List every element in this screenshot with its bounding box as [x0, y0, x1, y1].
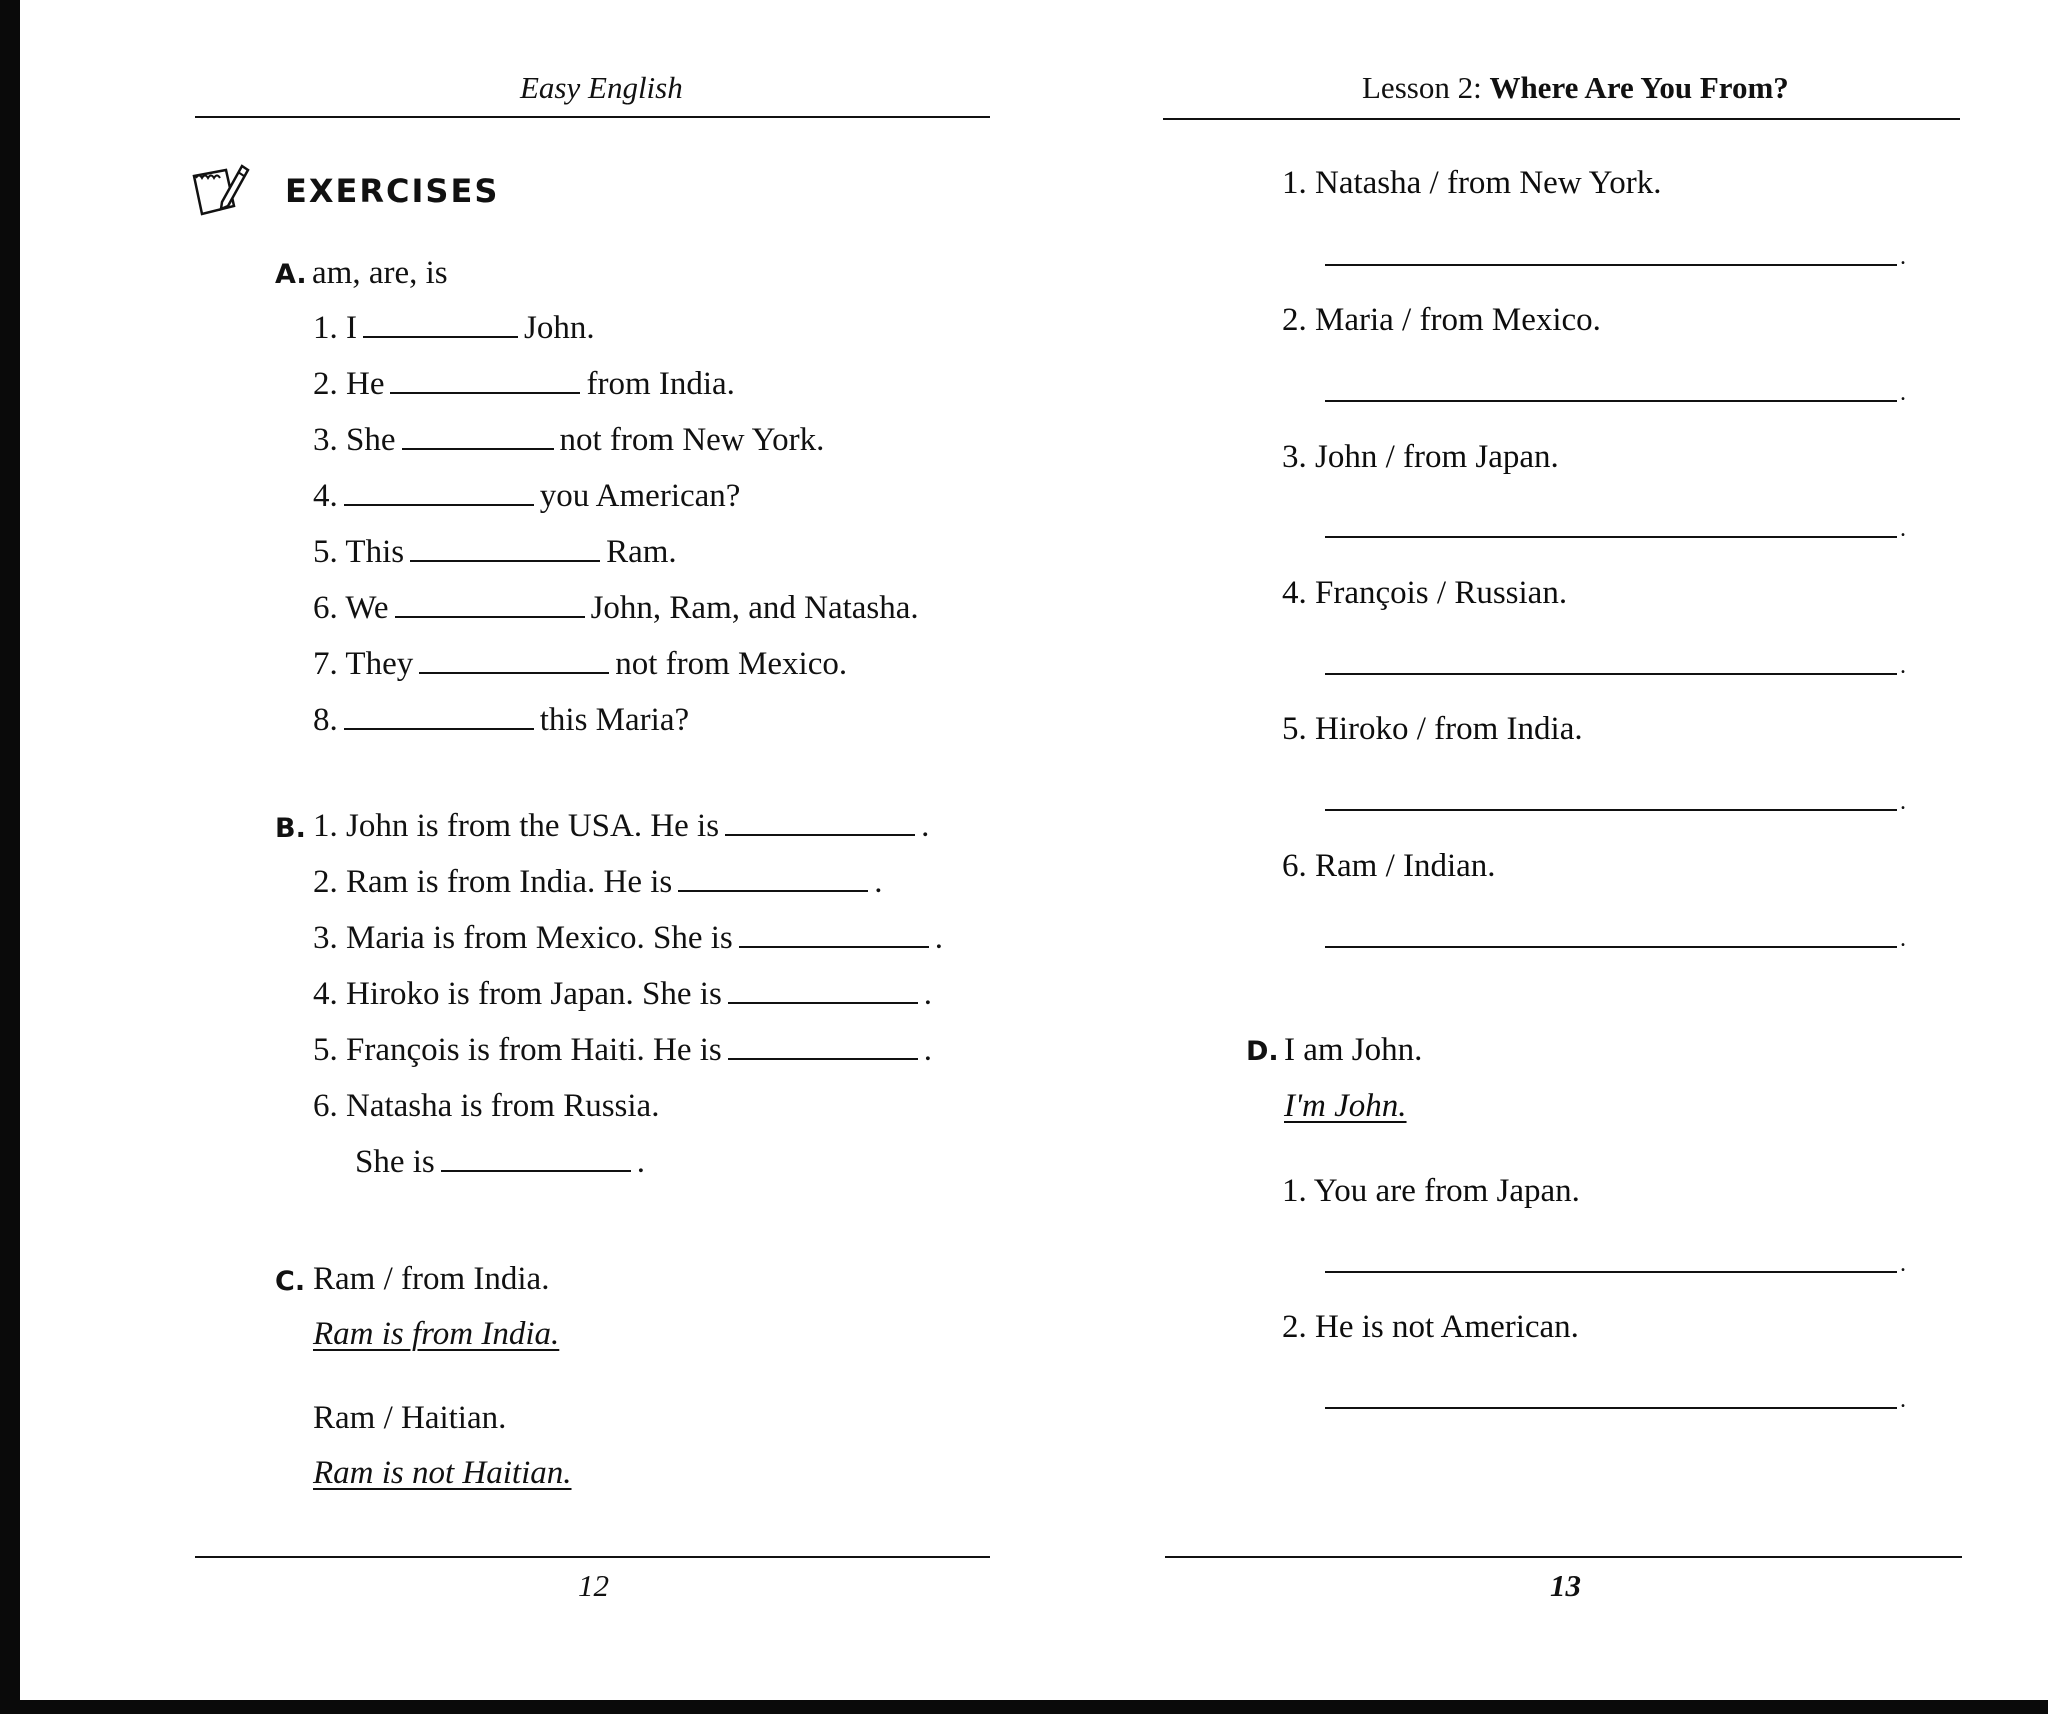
section-b-label: B.: [275, 813, 306, 844]
answer-line[interactable]: [1325, 264, 1897, 266]
right-page-number: 13: [1550, 1568, 1581, 1603]
example-prompt: I am John.: [1284, 1032, 1423, 1068]
answer-line[interactable]: [1325, 673, 1897, 675]
list-item: 6. We John, Ram, and Natasha.: [313, 590, 919, 626]
example-answer: I'm John.: [1284, 1088, 1407, 1124]
list-item: 2. Maria / from Mexico.: [1282, 302, 1601, 338]
list-item: 1. Natasha / from New York.: [1282, 165, 1662, 201]
list-item: 2. He from India.: [313, 366, 735, 402]
list-item: 6. Natasha is from Russia.: [313, 1088, 660, 1124]
scan-border-bottom: [0, 1700, 2048, 1714]
answer-blank[interactable]: [344, 727, 534, 730]
line-end-punct: .: [1900, 789, 1906, 815]
left-page-number: 12: [578, 1568, 609, 1603]
answer-blank[interactable]: [390, 391, 580, 394]
section-d-label: D.: [1246, 1036, 1279, 1067]
left-footer-rule: [195, 1556, 990, 1558]
section-c-label: C.: [275, 1266, 306, 1297]
line-end-punct: .: [1900, 653, 1906, 679]
answer-line[interactable]: [1325, 1407, 1897, 1409]
example-prompt: Ram / from India.: [313, 1261, 550, 1297]
list-item: 7. They not from Mexico.: [313, 646, 848, 682]
list-item: 3. Maria is from Mexico. She is .: [313, 920, 944, 956]
right-footer-rule: [1165, 1556, 1962, 1558]
right-running-head: Lesson 2: Where Are You From?: [1362, 70, 1789, 105]
example-prompt: Ram / Haitian.: [313, 1400, 507, 1436]
list-item: 1. I John.: [313, 310, 595, 346]
list-item: 4. you American?: [313, 478, 741, 514]
answer-blank[interactable]: [363, 335, 518, 338]
answer-blank[interactable]: [725, 833, 915, 836]
line-end-punct: .: [1900, 244, 1906, 270]
left-running-head: Easy English: [520, 70, 683, 105]
section-a-label: A.: [275, 259, 307, 290]
list-item: 5. Hiroko / from India.: [1282, 711, 1583, 747]
line-end-punct: .: [1900, 1387, 1906, 1413]
right-header-rule: [1163, 118, 1960, 120]
answer-blank[interactable]: [728, 1057, 918, 1060]
list-item-continuation: She is .: [355, 1144, 646, 1180]
section-a-prompt: am, are, is: [312, 255, 448, 291]
list-item: 2. He is not American.: [1282, 1309, 1579, 1345]
answer-blank[interactable]: [678, 889, 868, 892]
list-item: 1. You are from Japan.: [1282, 1173, 1580, 1209]
list-item: 2. Ram is from India. He is .: [313, 864, 883, 900]
answer-blank[interactable]: [402, 447, 554, 450]
answer-line[interactable]: [1325, 809, 1897, 811]
answer-blank[interactable]: [395, 615, 585, 618]
answer-blank[interactable]: [419, 671, 609, 674]
list-item: 3. John / from Japan.: [1282, 439, 1559, 475]
list-item: 5. François is from Haiti. He is .: [313, 1032, 933, 1068]
list-item: 1. John is from the USA. He is .: [313, 808, 930, 844]
list-item: 5. This Ram.: [313, 534, 677, 570]
answer-blank[interactable]: [728, 1001, 918, 1004]
answer-blank[interactable]: [739, 945, 929, 948]
line-end-punct: .: [1900, 926, 1906, 952]
answer-line[interactable]: [1325, 536, 1897, 538]
answer-line[interactable]: [1325, 946, 1897, 948]
exercises-title: EXERCISES: [285, 172, 500, 210]
list-item: 6. Ram / Indian.: [1282, 848, 1496, 884]
list-item: 8. this Maria?: [313, 702, 690, 738]
answer-blank[interactable]: [344, 503, 534, 506]
answer-line[interactable]: [1325, 400, 1897, 402]
answer-line[interactable]: [1325, 1271, 1897, 1273]
list-item: 4. François / Russian.: [1282, 575, 1568, 611]
answer-blank[interactable]: [410, 559, 600, 562]
line-end-punct: .: [1900, 380, 1906, 406]
scan-border-left: [0, 0, 20, 1714]
left-header-rule: [195, 116, 990, 118]
list-item: 3. She not from New York.: [313, 422, 825, 458]
list-item: 4. Hiroko is from Japan. She is .: [313, 976, 933, 1012]
example-answer: Ram is not Haitian.: [313, 1455, 572, 1491]
line-end-punct: .: [1900, 516, 1906, 542]
answer-blank[interactable]: [441, 1169, 631, 1172]
notepad-pencil-icon: [188, 162, 252, 232]
example-answer: Ram is from India.: [313, 1316, 560, 1352]
line-end-punct: .: [1900, 1251, 1906, 1277]
